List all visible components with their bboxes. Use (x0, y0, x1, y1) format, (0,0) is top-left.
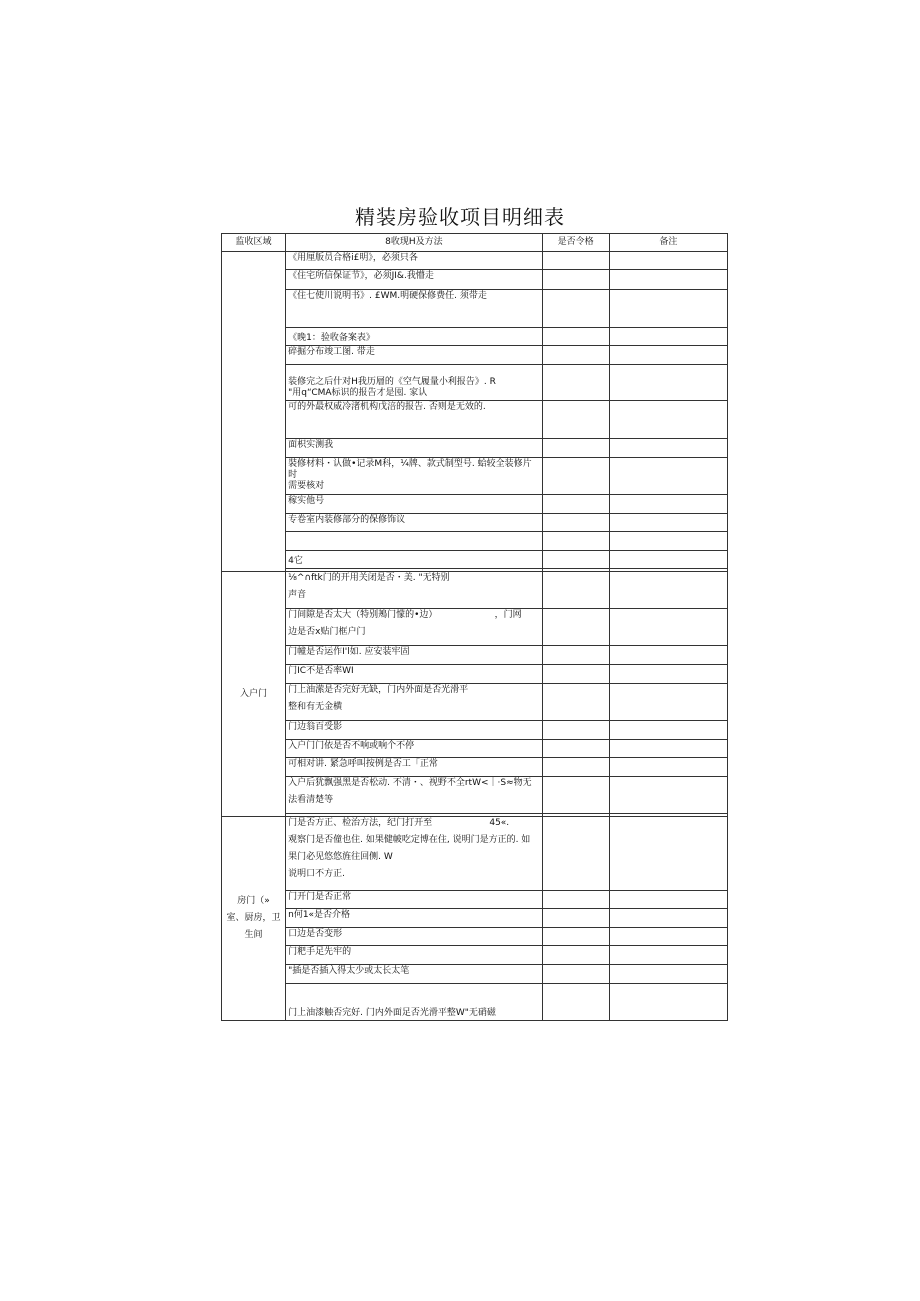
list-item-line: 观察门是否僮也住. 如果健帔吃定博在住, 说明门是方正的. 如 (288, 835, 531, 845)
list-item: 碎掘分布竣工图. 带走 (286, 346, 543, 365)
pass-cell[interactable] (542, 532, 609, 551)
note-cell[interactable] (609, 928, 727, 946)
note-cell[interactable] (609, 290, 727, 328)
table-row (222, 401, 728, 439)
pass-cell[interactable] (542, 328, 609, 346)
list-item-line: 说明口不方正. (288, 869, 345, 879)
table-row (222, 646, 728, 665)
page-title: 精装房验收项目明细表 (355, 205, 565, 229)
table-row (222, 551, 728, 569)
table-row (222, 346, 728, 365)
note-cell[interactable] (609, 439, 727, 458)
note-cell[interactable] (609, 646, 727, 665)
list-item: 门IC不是否率WI (286, 665, 543, 684)
list-item: 面枳实测我 (286, 439, 543, 458)
pass-cell[interactable] (542, 646, 609, 665)
list-item-line: 装修完之后什对H我历層的《空气履量小利报告》. R (288, 377, 496, 387)
pass-cell[interactable] (542, 721, 609, 740)
note-cell[interactable] (609, 891, 727, 909)
list-item: 入户门门依是否不响或响个不停 (286, 740, 543, 758)
list-item: 门上油漆触否完好. 门内外面足否光滑平整W"无硝磁 (286, 984, 543, 1021)
table-row (222, 777, 728, 814)
list-item-line: 边是否x贴门框户门 (288, 627, 366, 637)
list-item-line: 门间隙是否太大（特别鴂门懞的•边） ，门网 (288, 610, 522, 620)
note-cell[interactable] (609, 532, 727, 551)
list-item: 门边翁百受影 (286, 721, 543, 740)
pass-cell[interactable] (542, 984, 609, 1021)
list-item: 门开门是否正常 (286, 891, 543, 909)
list-item-line: 果门必见悠悠旌往回侧. W (288, 852, 393, 862)
list-item (286, 572, 543, 609)
list-item (286, 458, 543, 495)
list-item: 口边是否变形 (286, 928, 543, 946)
note-cell[interactable] (609, 252, 727, 270)
list-item-line: 整和有无金横 (288, 702, 343, 712)
list-item: 《晚1：验收备案表》 (286, 328, 543, 346)
pass-cell[interactable] (542, 439, 609, 458)
list-item (286, 817, 543, 891)
note-cell[interactable] (609, 946, 727, 965)
list-item: 稼实他号 (286, 495, 543, 514)
note-cell[interactable] (609, 909, 727, 928)
header-pass: 是否令格 (542, 234, 609, 252)
note-cell[interactable] (609, 758, 727, 777)
list-item: 《住宅所信保证节》，必须JI&.我懵走 (286, 270, 543, 290)
table-row (222, 684, 728, 721)
pass-cell[interactable] (542, 909, 609, 928)
table-row (222, 928, 728, 946)
table-row (222, 984, 728, 1021)
list-item (286, 684, 543, 721)
pass-cell[interactable] (542, 458, 609, 495)
pass-cell[interactable] (542, 401, 609, 439)
pass-cell[interactable] (542, 572, 609, 609)
pass-cell[interactable] (542, 270, 609, 290)
note-cell[interactable] (609, 609, 727, 646)
note-cell[interactable] (609, 684, 727, 721)
note-cell[interactable] (609, 551, 727, 569)
table-row (222, 532, 728, 551)
list-item: 可相对讲. 紧急呼叫按例是否工「正常 (286, 758, 543, 777)
note-cell[interactable] (609, 740, 727, 758)
pass-cell[interactable] (542, 928, 609, 946)
header-area: 监收区域 (222, 234, 286, 252)
table-row (222, 609, 728, 646)
note-cell[interactable] (609, 572, 727, 609)
area-room-doors (222, 817, 286, 1021)
list-item-line: 声音 (288, 590, 307, 600)
note-cell[interactable] (609, 514, 727, 532)
pass-cell[interactable] (542, 514, 609, 532)
note-cell[interactable] (609, 401, 727, 439)
list-item (286, 609, 543, 646)
table-row (222, 965, 728, 984)
area-label-line: 房门（» (237, 896, 270, 906)
list-item: 4它 (286, 551, 543, 569)
note-cell[interactable] (609, 458, 727, 495)
pass-cell[interactable] (542, 684, 609, 721)
pass-cell[interactable] (542, 290, 609, 328)
table-row (222, 572, 728, 609)
list-item-line: "用q“CMA标识的报告才是囤. 家认 (288, 388, 428, 398)
list-item-line: 法看清楚等 (288, 795, 334, 805)
inspection-table (221, 233, 728, 1021)
table-row (222, 740, 728, 758)
table-row (222, 328, 728, 346)
pass-cell[interactable] (542, 551, 609, 569)
note-cell[interactable] (609, 346, 727, 365)
list-item-line: 入户后犹飘强黑是否松动. 不清・、视野不全rtW<｜·S≈物无 (288, 778, 532, 788)
header-note: 备注 (609, 234, 727, 252)
list-item-line: ⅛^∩ftk门的开用关闭是否・美. "无特别 (288, 573, 450, 583)
list-item: 门粑手足先牢的 (286, 946, 543, 965)
pass-cell[interactable] (542, 609, 609, 646)
table-row (222, 458, 728, 495)
table-row (222, 721, 728, 740)
list-item: 《用厘版员合格ⅰ£明》，必须只各 (286, 252, 543, 270)
note-cell[interactable] (609, 665, 727, 684)
table-row (222, 495, 728, 514)
table-row (222, 909, 728, 928)
note-cell[interactable] (609, 495, 727, 514)
table-row (222, 946, 728, 965)
note-cell[interactable] (609, 270, 727, 290)
pass-cell[interactable] (542, 495, 609, 514)
table-row (222, 817, 728, 891)
table-row (222, 365, 728, 401)
area-entry-door: 入户门 (222, 572, 286, 817)
pass-cell[interactable] (542, 346, 609, 365)
list-item: n何1«是否介格 (286, 909, 543, 928)
note-cell[interactable] (609, 328, 727, 346)
pass-cell[interactable] (542, 252, 609, 270)
table-row (222, 290, 728, 328)
note-cell[interactable] (609, 965, 727, 984)
table-row (222, 891, 728, 909)
list-item: 可的外最权威冷渚机构戊涪的报告. 否则是无效的. (286, 401, 543, 439)
list-item-line: 门上油潆是否完好无缺，门内外面是否光滑平 (288, 685, 469, 695)
list-item-line: 门是否方正、检治方法，纪门打开至 45«. (288, 818, 510, 828)
pass-cell[interactable] (542, 817, 609, 891)
area-docs (222, 252, 286, 572)
pass-cell[interactable] (542, 777, 609, 814)
pass-cell[interactable] (542, 740, 609, 758)
list-item: 《住七使川说明书》. £WM.明硬保修费任. 须带走 (286, 290, 543, 328)
note-cell[interactable] (609, 777, 727, 814)
note-cell[interactable] (609, 817, 727, 891)
pass-cell[interactable] (542, 758, 609, 777)
note-cell[interactable] (609, 721, 727, 740)
table-row (222, 252, 728, 270)
table-row (222, 665, 728, 684)
header-row (222, 234, 728, 252)
table-row (222, 758, 728, 777)
note-cell[interactable] (609, 984, 727, 1021)
pass-cell[interactable] (542, 965, 609, 984)
list-item-line: 需要核对 (288, 481, 325, 491)
table-row (222, 270, 728, 290)
list-item: 专卷室内装修部分的保修饰议 (286, 514, 543, 532)
note-cell[interactable] (609, 365, 727, 401)
list-item (286, 365, 543, 401)
area-label-line: 生间 (244, 930, 263, 940)
area-label-line: 室、厨房，卫 (226, 913, 281, 923)
table-row (222, 439, 728, 458)
header-method: 8收现H及方法 (286, 234, 543, 252)
pass-cell[interactable] (542, 946, 609, 965)
pass-cell[interactable] (542, 891, 609, 909)
list-item: 门幢是否运作I'l如. 应安装牢固 (286, 646, 543, 665)
table-row (222, 514, 728, 532)
pass-cell[interactable] (542, 365, 609, 401)
pass-cell[interactable] (542, 665, 609, 684)
list-item: "插是否插入得太少或太长太笔 (286, 965, 543, 984)
list-item (286, 532, 543, 551)
list-item-line: 裝修材料・认做•记录M科，¼牌、款式制型号. 蛤较全装修片时 (288, 459, 532, 480)
list-item (286, 777, 543, 814)
